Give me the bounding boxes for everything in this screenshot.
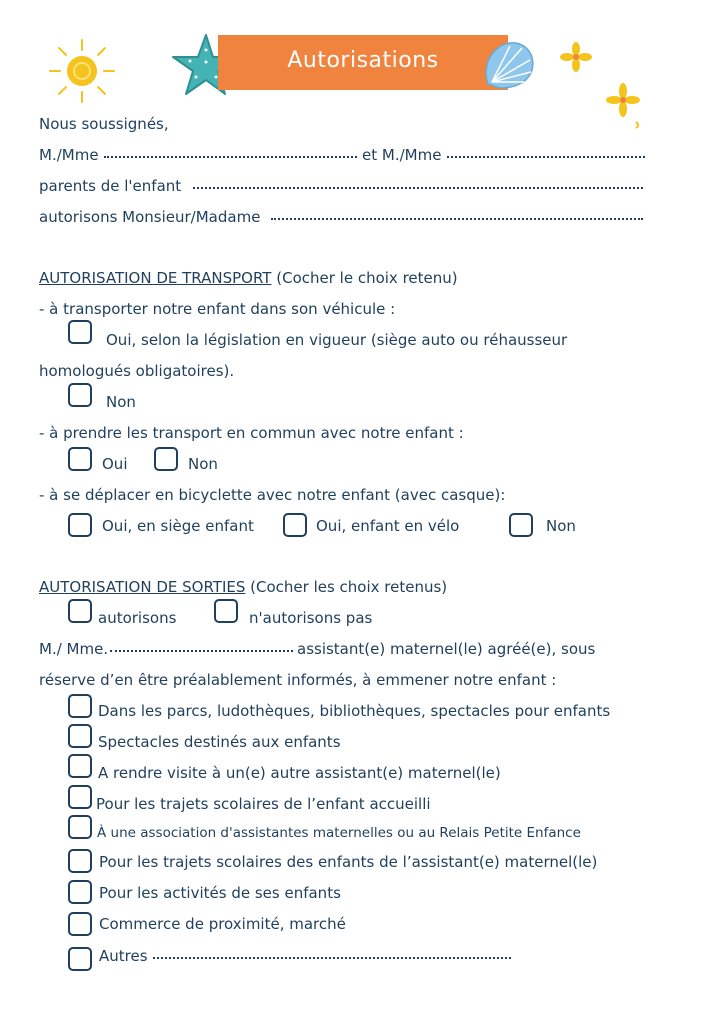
transport-heading-note: (Cocher le choix retenu) [276,269,458,287]
vehicle-yes-label: Oui, selon la législation en vigueur (siège auto ou réhausseur [106,331,568,349]
outing-assistant-name-field[interactable] [110,640,293,652]
outing-activities-checkbox[interactable] [68,880,92,904]
bike-seat-checkbox[interactable] [68,513,92,537]
public-transport-question: - à prendre les transport en commun avec notre enfant : [39,424,464,442]
authorize-checkbox[interactable] [68,599,92,623]
outings-heading [39,578,447,596]
vehicle-yes-checkbox[interactable] [68,320,92,344]
vehicle-yes-label-cont: homologués obligatoires). [39,362,235,380]
public-no-checkbox[interactable] [154,447,178,471]
outing-parks-checkbox[interactable] [68,694,92,718]
public-no-label: Non [188,455,218,473]
parent1-name-field[interactable] [104,146,357,158]
outing-visit-label: A rendre visite à un(e) autre assistant(e) maternel(le) [98,764,501,782]
bike-own-checkbox[interactable] [283,513,307,537]
transport-heading [39,269,458,287]
outing-association-checkbox[interactable] [68,815,92,839]
outings-heading-note: (Cocher les choix retenus) [250,578,448,596]
flower-icon-small [600,80,646,130]
page-title: Autorisations [287,48,439,73]
outing-shows-label: Spectacles destinés aux enfants [98,733,341,751]
flower-icon [556,40,596,74]
outing-association-label: À une association d'assistantes maternelles ou au Relais Petite Enfance [97,825,581,841]
vehicle-no-checkbox[interactable] [68,383,92,407]
sun-icon [44,36,120,106]
intro-line: Nous soussignés, [39,115,169,133]
outing-school-assistant-label: Pour les trajets scolaires des enfants de l’assistant(e) maternel(le) [99,853,598,871]
parent2-label: et M./Mme [362,146,442,164]
outing-assistant-text: assistant(e) maternel(le) agréé(e), sous [297,640,596,658]
outing-other-field[interactable] [153,947,511,959]
outing-shops-checkbox[interactable] [68,912,92,936]
public-yes-label: Oui [102,455,128,473]
outing-activities-label: Pour les activités de ses enfants [99,884,341,902]
parent1-label: M./Mme [39,146,99,164]
outing-other-checkbox[interactable] [68,947,92,971]
outing-other-label: Autres [99,947,148,965]
seashell-icon [480,38,538,92]
parent2-name-field[interactable] [447,146,645,158]
bike-own-label: Oui, enfant en vélo [316,517,460,535]
outing-school-child-checkbox[interactable] [68,785,92,809]
assistant-name-field[interactable] [271,208,643,220]
authorize-label: autorisons [98,609,177,627]
vehicle-question: - à transporter notre enfant dans son véhicule : [39,300,396,318]
bike-question: - à se déplacer en bicyclette avec notre enfant (avec casque): [39,486,506,504]
outing-visit-checkbox[interactable] [68,754,92,778]
outing-shops-label: Commerce de proximité, marché [99,915,346,933]
public-yes-checkbox[interactable] [68,447,92,471]
outing-school-child-label: Pour les trajets scolaires de l’enfant accueilli [96,795,431,813]
outing-school-assistant-checkbox[interactable] [68,849,92,873]
child-name-field[interactable] [193,177,643,189]
transport-heading-title: AUTORISATION DE TRANSPORT [39,269,272,287]
outings-heading-title: AUTORISATION DE SORTIES [39,578,246,596]
child-label: parents de l'enfant [39,177,182,195]
outing-assistant-label: M./ Mme. [39,640,109,658]
not-authorize-checkbox[interactable] [214,599,238,623]
outing-shows-checkbox[interactable] [68,724,92,748]
vehicle-no-label: Non [106,393,136,411]
not-authorize-label: n'autorisons pas [249,609,373,627]
outing-intro-line: réserve d’en être préalablement informés, à emmener notre enfant : [39,671,557,689]
assistant-label: autorisons Monsieur/Madame [39,208,261,226]
bike-no-checkbox[interactable] [509,513,533,537]
bike-seat-label: Oui, en siège enfant [102,517,254,535]
outing-parks-label: Dans les parcs, ludothèques, bibliothèques, spectacles pour enfants [98,702,611,720]
bike-no-label: Non [546,517,576,535]
